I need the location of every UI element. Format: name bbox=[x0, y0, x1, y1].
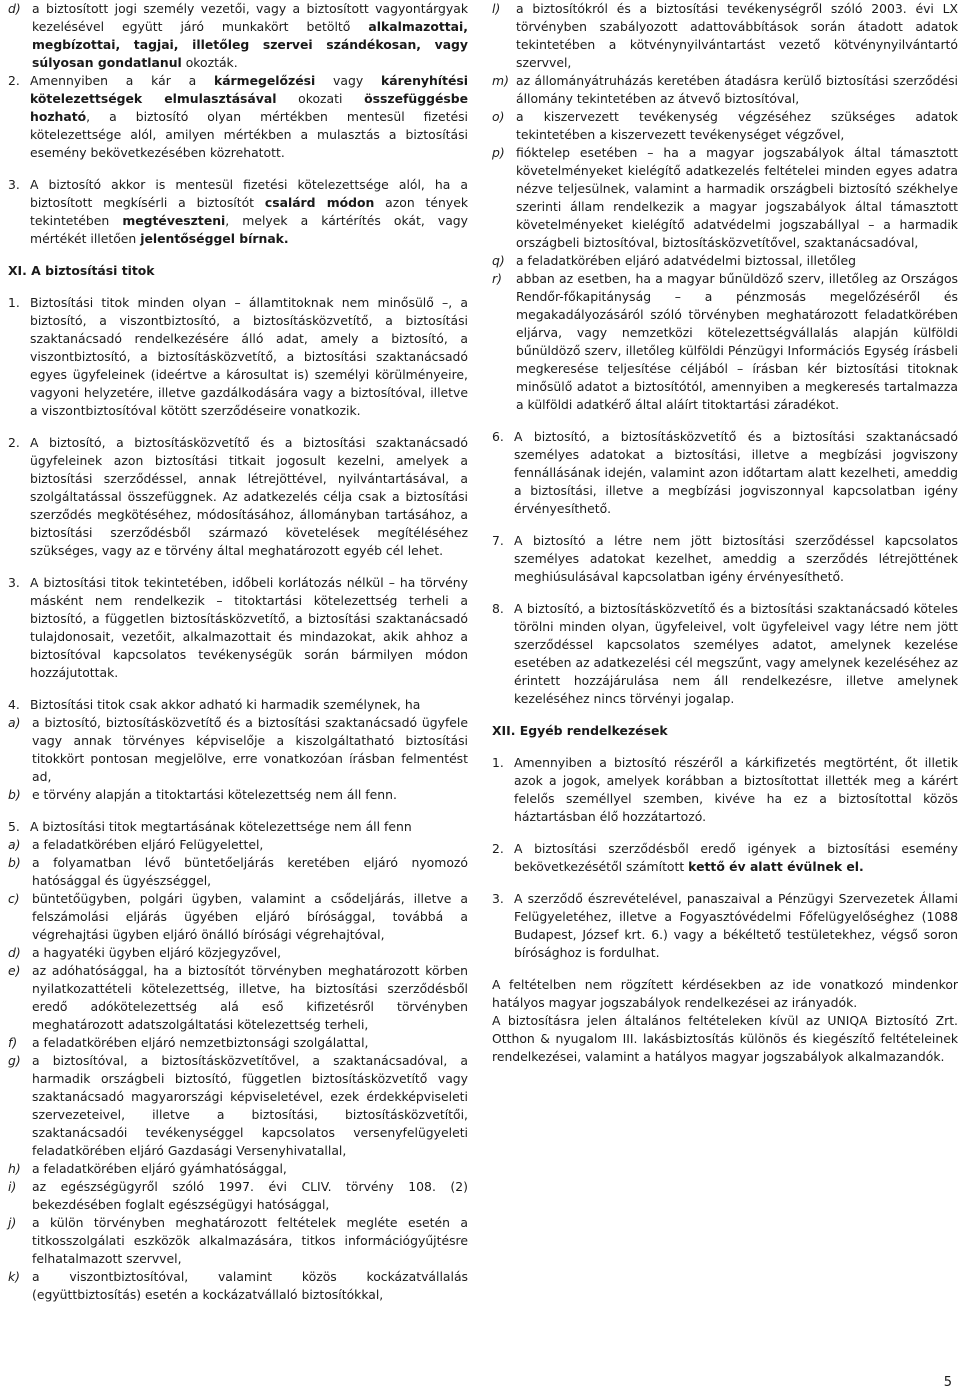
list-text: az egészségügyről szóló 1997. évi CLIV. törvény 108. (2) bekezdésében foglalt egészségügyi hatósággal, bbox=[32, 1179, 468, 1212]
bold-text: megtéveszteni bbox=[122, 213, 226, 228]
paragraph-text: A biztosító, a biztosításközvetítő és a biztosítási szaktanácsadó köteles törölni minden olyan, ügyfeleivel, volt ügyfeleivel vagy létre nem jött szerződéssel kapcsolatos személyes adatot, amelynek kezelése esetében az adatkezelési cél megszűnt, vagy amelynek kezeléséhez az érintett hozzájárulása nem áll rendelkezésre, illetve amelynek kezeléséhez nincs törvényi jogalap. bbox=[514, 601, 958, 706]
paragraph-xi-6 bbox=[492, 428, 958, 518]
list-item bbox=[8, 944, 468, 962]
list-item bbox=[8, 1214, 468, 1268]
list-text: büntetőügyben, polgári ügyben, valamint a csődeljárás, illetve a felszámolási eljárás ügyében eljáró bírósággal, továbbá a végrehajtási ügyben eljáró önálló bírósági végrehajtóval, bbox=[32, 891, 468, 942]
list-item bbox=[492, 0, 958, 72]
list-letter: g) bbox=[8, 1053, 21, 1068]
closing-paragraph-2: A biztosításra jelen általános feltételeken kívül az UNIQA Biztosító Zrt. Otthon & nyugalom III. lakásbiztosítás különös és kiegészítő feltételeinek rendelkezései, valamint a hatályos magyar jogszabályok alkalmazandók. bbox=[492, 1013, 958, 1064]
list-text: abban az esetben, ha a magyar bűnüldöző szerv, illetőleg az Országos Rendőr-főkapitányság – a pénzmosás megelőzéséről és megakadályozásáról szóló törvényben meghatározott feladatkörében eljárva, vagy nemzetközi kötelezettségvállalás alapján külföldi bűnüldöző szerv, illetőleg külföldi Pénzügyi Információs Egység írásbeli megkeresése teljesítése céljából – írásban kér biztosítási titoknak minősülő adatot a biztosítótól, amennyiben a megkeresés tartalmazza a külföldi adatkérő által aláírt titoktartási záradékot. bbox=[516, 271, 958, 412]
list-text: az adóhatósággal, ha a biztosítót törvényben meghatározott körben nyilatkozattételi kötelezettség, illetve, ha biztosítási szerződésből eredő adókötelezettség alá eső kifizetésről törvényben meghatározott adatszolgáltatási kötelezettség terheli, bbox=[32, 963, 468, 1032]
list-item bbox=[8, 1052, 468, 1160]
list-letter: d) bbox=[8, 1, 21, 16]
text: , melyek a kártérítés okát, vagy mértékét illetően bbox=[30, 213, 468, 246]
bold-text: jelentőséggel bírnak. bbox=[140, 231, 289, 246]
list-item bbox=[492, 108, 958, 144]
right-column bbox=[492, 0, 958, 1080]
list-text: a feladatkörében eljáró gyámhatósággal, bbox=[32, 1161, 287, 1176]
text: , a biztosító olyan mértékben mentesül fizetési kötelezettsége alól, amilyen mértékben a mulasztás a biztosítási esemény bekövetkezésében közrehatott. bbox=[30, 109, 468, 160]
list-text: a feladatkörében eljáró nemzetbiztonsági szolgálattal, bbox=[32, 1035, 369, 1050]
list-text: a biztosított jogi személy vezetői, vagy a biztosított vagyontárgyak kezelésével együtt járó munkakört betöltő bbox=[32, 1, 468, 34]
list-letter: e) bbox=[8, 963, 21, 978]
list-letter: k) bbox=[8, 1269, 21, 1284]
paragraph-text: A szerződő észrevételével, panaszaival a Pénzügyi Szervezetek Állami Felügyeletéhez, illetve a Fogyasztóvédelmi Főfelügyelőséghez (1088 Budapest, József krt. 6.) vagy a békéltető testületekhez, végső soron bírósághoz is fordulhat. bbox=[514, 891, 958, 960]
text: Amennyiben a kár a bbox=[30, 73, 214, 88]
section-heading-xi: XI. A biztosítási titok bbox=[8, 263, 155, 278]
list-text: a feladatkörében eljáró adatvédelmi biztossal, illetőleg bbox=[516, 253, 856, 268]
list-letter: l) bbox=[492, 1, 501, 16]
paragraph-number: 2. bbox=[8, 73, 20, 88]
paragraph-number: 3. bbox=[8, 177, 20, 192]
list-item bbox=[492, 144, 958, 252]
list-text: a viszontbiztosítóval, valamint közös kockázatvállalás (együttbiztosítás) esetén a kockázatvállaló biztosítókkal, bbox=[32, 1269, 468, 1302]
paragraph-number: 1. bbox=[8, 295, 20, 310]
paragraph-xi-8 bbox=[492, 600, 958, 708]
paragraph-number: 2. bbox=[8, 435, 20, 450]
paragraph-text: Amennyiben a biztosító részéről a kárkifizetés megtörtént, őt illetik azok a jogok, amelyek korábban a biztosítottat illették meg a kárért felelős személlyel szemben, kivéve ha ez a biztosítottal közös háztartásban élő hozzátartozó. bbox=[514, 755, 958, 824]
list-item bbox=[8, 1178, 468, 1214]
list-letter: o) bbox=[492, 109, 505, 124]
paragraph-text: Biztosítási titok csak akkor adható ki harmadik személynek, ha bbox=[30, 697, 421, 712]
section-heading-xii: XII. Egyéb rendelkezések bbox=[492, 723, 668, 738]
paragraph-xii-3 bbox=[492, 890, 958, 962]
paragraph-xi-3 bbox=[8, 574, 468, 682]
list-text: a folyamatban lévő büntetőeljárás keretében eljáró nyomozó hatósággal és ügyészséggel, bbox=[32, 855, 468, 888]
paragraph-text: A biztosítási szerződésből eredő igények a biztosítási esemény bekövetkezésétől számított bbox=[514, 841, 958, 874]
bold-text: kettő év alatt évülnek el. bbox=[688, 859, 864, 874]
paragraph-text: A biztosítási titok megtartásának kötelezettsége nem áll fenn bbox=[30, 819, 412, 834]
list-text: a külön törvényben meghatározott feltételek megléte esetén a titkosszolgálati eszközök alkalmazására, titkos információgyűjtésre felhatalmazott szervvel, bbox=[32, 1215, 468, 1266]
paragraph-number: 6. bbox=[492, 429, 504, 444]
list-item bbox=[492, 270, 958, 414]
list-letter: q) bbox=[492, 253, 505, 268]
bold-text: alkalmazottai, megbízottai, tagjai, illetőleg szervei szándékosan, vagy súlyosan gondatlanul bbox=[32, 19, 468, 70]
paragraph-xii-2 bbox=[492, 840, 958, 876]
paragraph-number: 3. bbox=[492, 891, 504, 906]
paragraph-xi-1 bbox=[8, 294, 468, 420]
list-letter: h) bbox=[8, 1161, 21, 1176]
list-letter: b) bbox=[8, 787, 21, 802]
bold-text: csalárd módon bbox=[264, 195, 375, 210]
paragraph-text: A biztosító, a biztosításközvetítő és a biztosítási szaktanácsadó ügyfeleinek azon biztosítási titkait jogosult kezelni, amelyek a biztosítási szerződéssel, annak létrejöttével, nyilvántartásával, a szolgáltatással összefüggnek. Az adatkezelés célja csak a biztosítási szerződés megkötéséhez, módosításához, állományban tartásához, a biztosítási szerződésből származó követelések megítéléséhez szükséges, vagy az e törvény által meghatározott egyéb cél lehet. bbox=[30, 435, 468, 558]
list-letter: j) bbox=[8, 1215, 17, 1230]
list-item bbox=[8, 1268, 468, 1304]
paragraph-number: 8. bbox=[492, 601, 504, 616]
list-text: a hagyatéki ügyben eljáró közjegyzővel, bbox=[32, 945, 282, 960]
list-text-end: okozták. bbox=[181, 55, 238, 70]
paragraph-number: 5. bbox=[8, 819, 20, 834]
paragraph-xi-2 bbox=[8, 434, 468, 560]
paragraph-number: 4. bbox=[8, 697, 20, 712]
list-letter: i) bbox=[8, 1179, 17, 1194]
bold-text: kármegelőzési bbox=[213, 73, 316, 88]
paragraph-number: 7. bbox=[492, 533, 504, 548]
list-text: a biztosítóval, a biztosításközvetítővel, a szaktanácsadóval, a harmadik országbeli biztosító, független biztosításközvetítő vagy szaktanácsadó magyarországi képviseletével, ezek érdekképviseleti szervezeteivel, illetve a biztosítási, biztosításközvetítői, szaktanácsadói tevékenységgel kapcsolatos versenyfelügyeleti feladatkörében eljáró Gazdasági Versenyhivatallal, bbox=[32, 1053, 468, 1158]
list-item bbox=[8, 836, 468, 854]
paragraph-text: A biztosító, a biztosításközvetítő és a biztosítási szaktanácsadó személyes adatokat a biztosítási, illetve a megbízási jogviszony fennállásának idején, valamint azon időtartam alatt kezelheti, ameddig a biztosítási, illetve a megbízási jogviszonnyal kapcsolatban igény érvényesíthető. bbox=[514, 429, 958, 516]
list-letter: a) bbox=[8, 837, 21, 852]
list-text: fióktelep esetében – ha a magyar jogszabályok által támasztott követelményeket kielégítő adatkezelés feltételei minden egyes adatra nézve teljesülnek, valamint a harmadik országbeli biztosító székhelye szerinti állam rendelkezik a magyar jogszabályok által támasztott követelményeket kielégítő adatvédelmi jogszabállyal – a harmadik országbeli biztosítóval, biztosításközvetítővel, szaktanácsadóval, bbox=[516, 145, 958, 250]
list-text: a biztosító, biztosításközvetítő és a biztosítási szaktanácsadó ügyfele vagy annak törvényes képviselője a kiszolgáltatható biztosítási titokkört pontosan megjelölve, erre vonatkozóan írásban felmentést ad, bbox=[32, 715, 468, 784]
paragraph-2 bbox=[8, 72, 468, 162]
closing-paragraph-1: A feltételben nem rögzített kérdésekben az ide vonatkozó mindenkor hatályos magyar jogszabályok rendelkezései az irányadók. bbox=[492, 977, 958, 1010]
paragraph-number: 3. bbox=[8, 575, 20, 590]
text: okozati bbox=[276, 91, 365, 106]
list-continuation bbox=[492, 0, 958, 414]
bold-text: kárenyhítési kötelezettségek elmulasztásával bbox=[30, 73, 468, 106]
list-item bbox=[8, 890, 468, 944]
list-item bbox=[8, 1034, 468, 1052]
text: azon tények tekintetében bbox=[30, 195, 468, 228]
list-item bbox=[8, 1160, 468, 1178]
list-text: a feladatkörében eljáró Felügyelettel, bbox=[32, 837, 264, 852]
list-text: e törvény alapján a titoktartási kötelezettség nem áll fenn. bbox=[32, 787, 397, 802]
paragraph-xi-5 bbox=[8, 818, 468, 1304]
text: A biztosító akkor is mentesül fizetési kötelezettsége alól, ha a biztosított megkísérli a biztosítót bbox=[30, 177, 468, 210]
text: vagy bbox=[315, 73, 381, 88]
list-item-d bbox=[8, 0, 468, 72]
list-text: a kiszervezett tevékenység végzéséhez szükséges adatok tekintetében a kiszervezett tevékenységet végzővel, bbox=[516, 109, 958, 142]
list-letter: r) bbox=[492, 271, 502, 286]
list-item bbox=[8, 786, 468, 804]
paragraph-3 bbox=[8, 176, 468, 248]
list-text: az állományátruházás keretében átadásra kerülő biztosítási szerződési állomány tekintetében az átvevő biztosítóval, bbox=[516, 73, 958, 106]
list-letter: f) bbox=[8, 1035, 18, 1050]
list-item bbox=[492, 72, 958, 108]
list-item bbox=[492, 252, 958, 270]
list-text: a biztosítókról és a biztosítási tevékenységről szóló 2003. évi LX törvényben szabályozott adattovábbítások során átadott adatok tekintetében a kötvénynyilvántartást vezető kötvénynyilvántartó szervvel, bbox=[516, 1, 958, 70]
list-letter: c) bbox=[8, 891, 20, 906]
list-item bbox=[8, 962, 468, 1034]
list-item bbox=[8, 854, 468, 890]
list-item bbox=[8, 714, 468, 786]
paragraph-text: A biztosító a létre nem jött biztosítási szerződéssel kapcsolatos személyes adatokat kezelhet, ameddig a szerződés létrejöttének meghiúsulásával kapcsolatban igény érvényesíthető. bbox=[514, 533, 958, 584]
list-letter: d) bbox=[8, 945, 21, 960]
paragraph-xii-1 bbox=[492, 754, 958, 826]
bold-text: összefüggésbe hozható bbox=[30, 91, 469, 124]
list-letter: p) bbox=[492, 145, 505, 160]
left-column bbox=[8, 0, 468, 1318]
paragraph-text: A biztosítási titok tekintetében, időbeli korlátozás nélkül – ha törvény másként nem rendelkezik – titoktartási kötelezettség terheli a biztosító, a független biztosításközvetítő, a biztosítási szaktanácsadó tulajdonosait, vezetőit, alkalmazottait és mindazokat, akik ahhoz a biztosítóval kapcsolatos tevékenységük során bármilyen módon hozzájutottak. bbox=[30, 575, 468, 680]
paragraph-xi-4 bbox=[8, 696, 468, 804]
list-letter: a) bbox=[8, 715, 21, 730]
page-number: 5 bbox=[943, 1375, 952, 1390]
paragraph-number: 1. bbox=[492, 755, 504, 770]
paragraph-xi-7 bbox=[492, 532, 958, 586]
paragraph-text: Biztosítási titok minden olyan – államtitoknak nem minősülő –, a biztosító, a viszontbiztosító, a biztosításközvetítő, a biztosítási szaktanácsadó rendelkezésére álló adat, amely a biztosító, a viszontbiztosító, a biztosításközvetítő, a biztosítási szaktanácsadó egyes ügyfeleinek (ideértve a károsultat is) személyi körülményeire, vagyoni helyzetére, illetve gazdálkodására vagy a biztosítóval, illetve a viszontbiztosítóval kötött szerződéseire vonatkozik. bbox=[30, 295, 468, 418]
paragraph-number: 2. bbox=[492, 841, 504, 856]
list-letter: b) bbox=[8, 855, 21, 870]
list-letter: m) bbox=[492, 73, 509, 88]
